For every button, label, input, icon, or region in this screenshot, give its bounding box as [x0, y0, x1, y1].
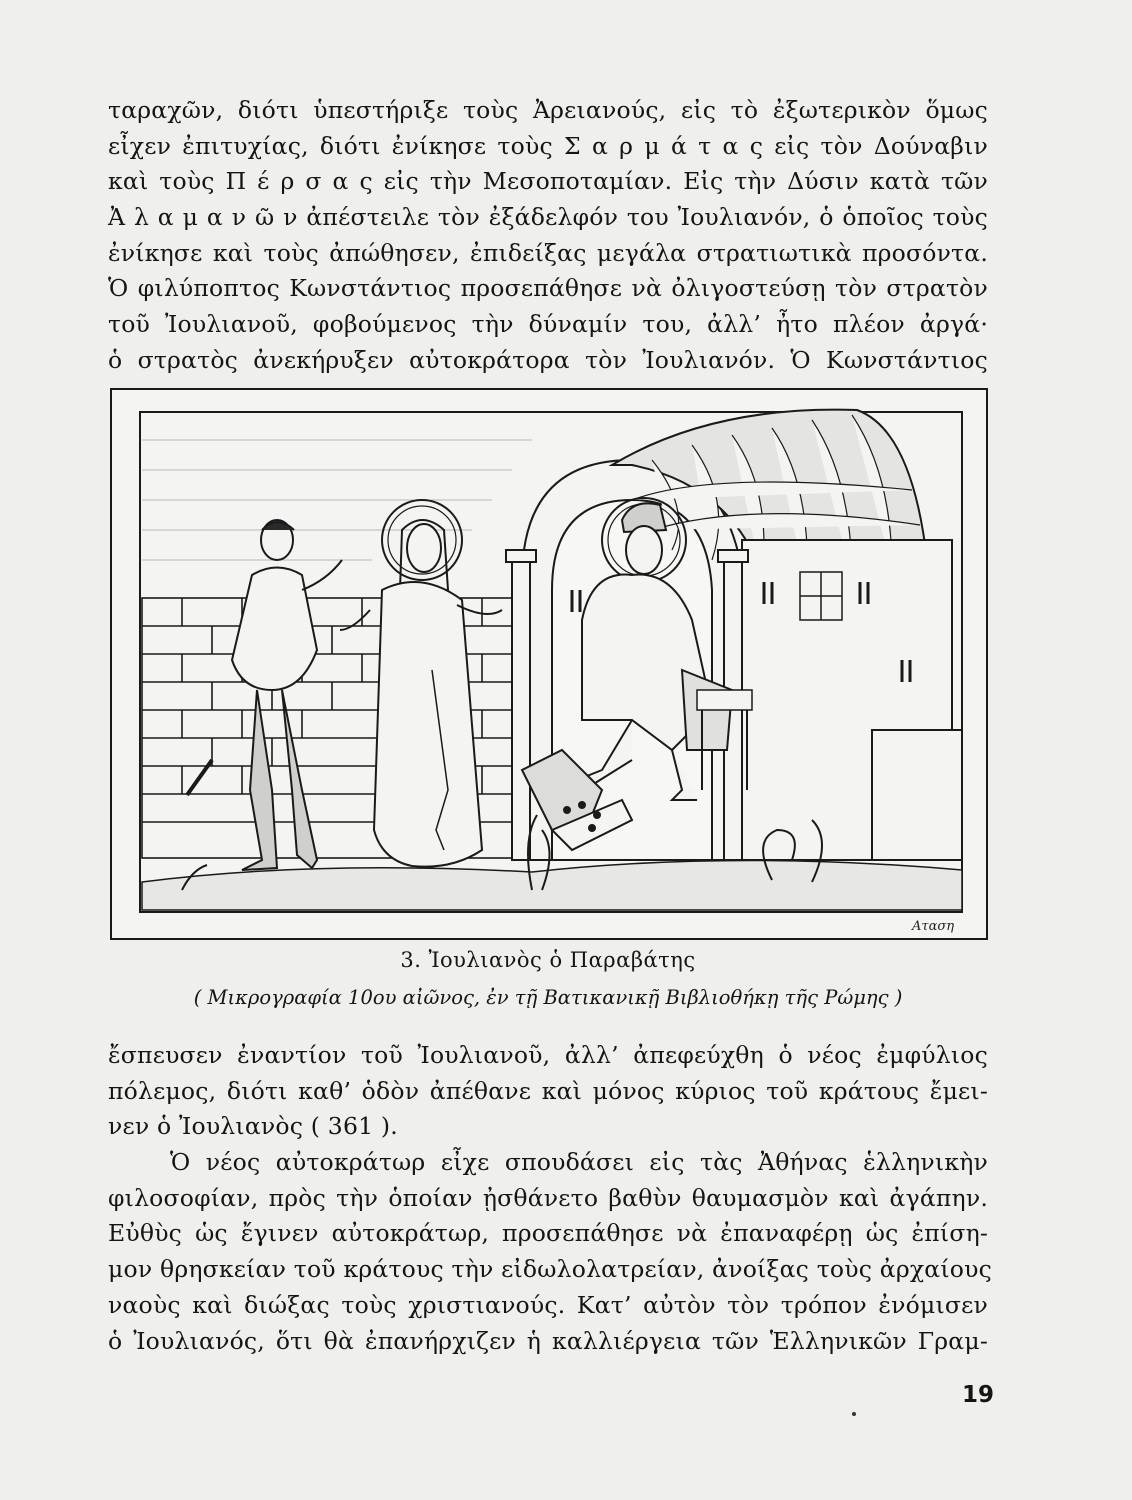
print-speck	[852, 1412, 856, 1416]
text-line: μον θρησκείαν τοῦ κράτους τὴν εἰδωλολατρείαν, ἀνοίξας τοὺς ἀρχαίους	[108, 1255, 992, 1284]
text-line: ναοὺς καὶ διώξας τοὺς χριστιανούς. Κατ’ αὐτὸν τὸν τρόπον ἐνόμισεν	[108, 1290, 988, 1319]
background-hatching	[142, 440, 532, 560]
artist-signature: Αταση	[912, 919, 955, 934]
text-line: ὁ Ἰουλιανός, ὅτι θὰ ἐπανήρχιζεν ἡ καλλιέργεια τῶν Ἑλληνικῶν Γραμ-	[108, 1326, 988, 1355]
text-line: Εὐθὺς ὡς ἔγινεν αὐτοκράτωρ, προσεπάθησε νὰ ἐπαναφέρῃ ὡς ἐπίση-	[108, 1219, 988, 1248]
text-line: Ὁ φιλύποπτος Κωνστάντιος προσεπάθησε νὰ ὀλιγοστεύσῃ τὸν στρατὸν	[108, 274, 988, 303]
text-line: φιλοσοφίαν, πρὸς τὴν ὁποίαν ᾐσθάνετο βαθὺν θαυμασμὸν καὶ ἀγάπην.	[108, 1183, 988, 1212]
top-paragraph	[108, 93, 988, 379]
page-number: 19	[962, 1382, 995, 1408]
soldier-figure	[187, 520, 342, 870]
text-line: τοῦ Ἰουλιανοῦ, φοβούμενος τὴν δύναμίν του, ἀλλ’ ἦτο πλέον ἀργά·	[108, 310, 988, 339]
text-line: ταραχῶν, διότι ὑπεστήριξε τοὺς Ἀρειανούς, εἰς τὸ ἐξωτερικὸν ὅμως	[108, 96, 988, 124]
figure-illustration	[110, 388, 988, 940]
brick-wall	[142, 598, 542, 858]
miniature-drawing	[112, 390, 986, 938]
text-line: πόλεμος, διότι καθ’ ὁδὸν ἀπέθανε καὶ μόνος κύριος τοῦ κράτους ἔμει-	[108, 1076, 988, 1105]
figure-caption-title: 3. Ἰουλιανὸς ὁ Παραβάτης	[400, 948, 696, 972]
text-line: νεν ὁ Ἰουλιανὸς ( 361 ).	[108, 1112, 398, 1141]
text-line: Ἀ λ α μ α ν ῶ ν ἀπέστειλε τὸν ἐξάδελφόν του Ἰουλιανόν, ὁ ὁποῖος τοὺς	[108, 203, 988, 232]
figure-caption-subtitle: ( Μικρογραφία 10ου αἰῶνος, ἐν τῇ Βατικανικῇ Βιβλιοθήκῃ τῆς Ρώμης )	[193, 986, 903, 1009]
text-line: Ὁ νέος αὐτοκράτωρ εἶχε σπουδάσει εἰς τὰς Ἀθήνας ἑλληνικὴν	[170, 1148, 988, 1177]
text-line: ὁ στρατὸς ἀνεκήρυξεν αὐτοκράτορα τὸν Ἰουλιανόν. Ὁ Κωνστάντιος	[108, 345, 988, 374]
text-line: εἶχεν ἐπιτυχίας, διότι ἐνίκησε τοὺς Σ α ρ μ ά τ α ς εἰς τὸν Δούναβιν	[108, 131, 988, 160]
haloed-figure	[340, 500, 502, 867]
text-line: ἐνίκησε καὶ τοὺς ἀπώθησεν, ἐπιδείξας μεγάλα στρατιωτικὰ προσόντα.	[108, 238, 988, 267]
text-line: καὶ τοὺς Π έ ρ σ α ς εἰς τὴν Μεσοποταμίαν. Εἰς τὴν Δύσιν κατὰ τῶν	[108, 167, 988, 196]
text-line: ἔσπευσεν ἐναντίον τοῦ Ἰουλιανοῦ, ἀλλ’ ἀπεφεύχθη ὁ νέος ἐμφύλιος	[108, 1041, 988, 1069]
bottom-paragraph	[108, 1038, 992, 1359]
